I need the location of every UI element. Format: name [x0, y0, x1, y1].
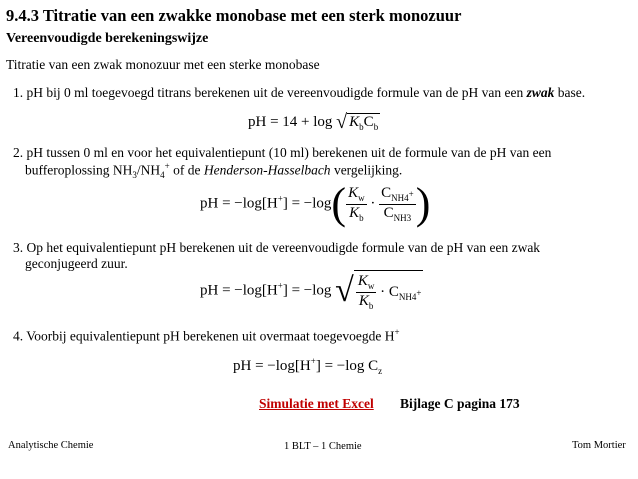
formula-4: pH = −log[H+] = −log $C_z$ [233, 356, 383, 376]
subheading: Vereenvoudigde berekeningswijze [6, 31, 209, 46]
appendix-reference: Bijlage C pagina 173 [400, 396, 520, 411]
simulation-excel-link[interactable]: Simulatie met Excel [259, 396, 374, 411]
step-4: 4. Voorbij equivalentiepunt pH berekenen uit overmaat toegevoegde H+ [13, 327, 400, 344]
section-heading: 9.4.3 Titratie van een zwakke monobase met een sterk monozuur [6, 6, 462, 25]
footer-center: 1 BLT – 1 Chemie [284, 441, 362, 452]
step-1: 1. pH bij 0 ml toegevoegd titrans berekenen uit de vereenvoudigde formule van de pH van een zwak base. [13, 85, 586, 100]
formula-2: pH = −log[H+] = −log( $\frac{K_w}{K_b}$ · $\frac{C_{NH4^+}}{C_{NH3}}$ ) [200, 179, 431, 228]
footer-right: Tom Mortier [572, 440, 626, 451]
footer-left: Analytische Chemie [8, 440, 94, 451]
formula-1: pH = 14 + log √ $K_bC_b$ [248, 111, 379, 133]
intro-text: Titratie van een zwak monozuur met een sterke monobase [6, 57, 320, 72]
step-2: 2. pH tussen 0 ml en voor het equivalentiepunt (10 ml) berekenen uit de formule van de pH van een bufferoplossing $NH_3/NH_4^+$ of de Henderson-Hasselbach vergelijking. [13, 145, 552, 181]
formula-3: pH = −log[H+] = −log √ $\frac{K_w}{K_b}$ · $C_{NH4^+}$ [200, 271, 422, 311]
step-3: 3. Op het equivalentiepunt pH berekenen uit de vereenvoudigde formule van de pH van een zwak geconjugeerd zuur. [13, 240, 541, 271]
